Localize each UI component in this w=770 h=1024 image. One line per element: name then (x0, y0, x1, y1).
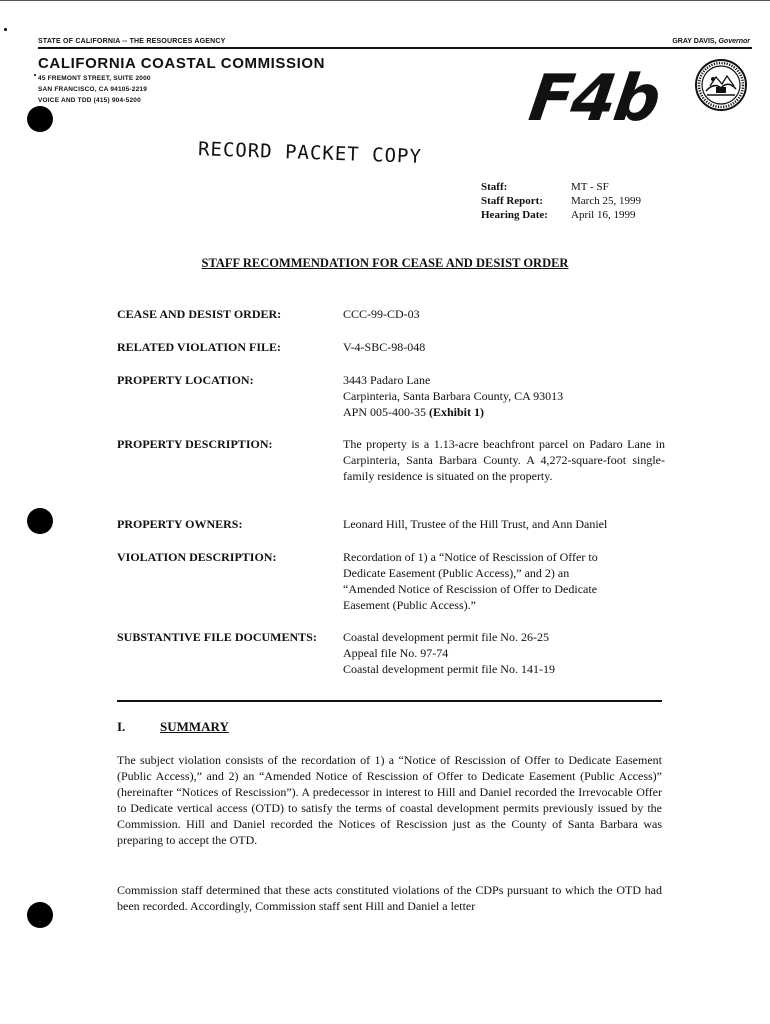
detail-key: RELATED VIOLATION FILE: (117, 340, 282, 354)
governor-name: GRAY DAVIS, (672, 38, 717, 45)
apn-number: APN 005-400-35 (343, 405, 426, 419)
detail-value (343, 372, 665, 436)
detail-key: SUBSTANTIVE FILE DOCUMENTS: (117, 630, 317, 644)
punch-hole (27, 902, 53, 928)
staff-report-row (481, 194, 641, 208)
exhibit-reference: (Exhibit 1) (429, 405, 485, 419)
detail-line: Coastal development permit file No. 26-25 (343, 630, 549, 644)
section-title: SUMMARY (160, 719, 229, 734)
detail-line-apn (343, 404, 665, 420)
detail-row-violation-description (117, 549, 665, 629)
scan-speck (34, 74, 36, 76)
detail-line: Recordation of 1) a “Notice of Rescission of Offer to (343, 550, 598, 564)
detail-value (343, 436, 665, 516)
detail-row-description (117, 436, 665, 516)
staff-row (481, 180, 641, 194)
detail-line: Dedicate Easement (Public Access),” and 2) an (343, 566, 570, 580)
commission-name: CALIFORNIA COASTAL COMMISSION (38, 55, 326, 72)
staff-value: MT - SF (571, 181, 609, 193)
letterhead-rule (38, 47, 752, 49)
scan-top-edge (0, 0, 770, 1)
detail-line: V-4-SBC-98-048 (343, 340, 426, 354)
detail-value (343, 549, 665, 629)
detail-row-violation-file (117, 339, 665, 372)
detail-line: 3443 Padaro Lane (343, 373, 431, 387)
detail-key: CEASE AND DESIST ORDER: (117, 307, 282, 321)
detail-row-location (117, 372, 665, 436)
detail-line: “Amended Notice of Rescission of Offer to Dedicate (343, 582, 598, 596)
scan-speck (4, 28, 7, 31)
record-packet-stamp: RECORD PACKET COPY (197, 138, 423, 168)
governor-title: Governor (718, 38, 750, 45)
order-details (117, 306, 665, 679)
detail-key: VIOLATION DESCRIPTION: (117, 550, 277, 564)
detail-key: PROPERTY LOCATION: (117, 373, 254, 387)
detail-text: The property is a 1.13-acre beachfront parcel on Padaro Lane in Carpinteria, Santa Barbara County. A 4,272-square-foot single-family residence is situated on the property. (343, 437, 665, 483)
detail-line: Carpinteria, Santa Barbara County, CA 93013 (343, 389, 564, 403)
summary-paragraph-2: Commission staff determined that these acts constituted violations of the CDPs pursuant to which the OTD had been recorded. Accordingly, Commission staff sent Hill and Daniel a letter (117, 883, 662, 913)
detail-value (343, 306, 665, 339)
staff-label: Staff: (481, 181, 508, 193)
detail-key: PROPERTY OWNERS: (117, 517, 243, 531)
detail-line: Easement (Public Access).” (343, 598, 476, 612)
staff-report-value: March 25, 1999 (571, 195, 641, 207)
detail-row-order (117, 306, 665, 339)
staff-info-block (481, 180, 641, 222)
detail-value (343, 629, 665, 679)
hearing-date-value: April 16, 1999 (571, 209, 636, 221)
governor-line (672, 38, 750, 45)
address-line-2: SAN FRANCISCO, CA 94105-2219 (38, 86, 148, 93)
detail-row-file-documents (117, 629, 665, 679)
agency-line: STATE OF CALIFORNIA -- THE RESOURCES AGENCY (38, 38, 226, 45)
handwritten-agenda-code: F4b (524, 62, 664, 136)
punch-hole (27, 508, 53, 534)
detail-row-owners (117, 516, 665, 549)
detail-value (343, 516, 665, 549)
punch-hole (27, 106, 53, 132)
detail-line: CCC-99-CD-03 (343, 307, 420, 321)
document-title: STAFF RECOMMENDATION FOR CEASE AND DESIST ORDER (201, 256, 569, 270)
hearing-date-label: Hearing Date: (481, 209, 548, 221)
detail-line: Appeal file No. 97-74 (343, 646, 449, 660)
state-seal-icon (694, 58, 748, 112)
staff-report-label: Staff Report: (481, 195, 544, 207)
detail-key: PROPERTY DESCRIPTION: (117, 437, 273, 451)
summary-paragraph-1: The subject violation consists of the recordation of 1) a “Notice of Rescission of Offer to Dedicate Easement (Public Access),” and 2) an “Amended Notice of Rescission of Offer to Dedicate Easement (Public Access)” (hereinafter “Notices of Rescission”). A predecessor in interest to Hill and Daniel recorded the Irrevocable Offer to Dedicate vertical access (OTD) to satisfy the terms of coastal development permits previously issued by the Commission. Hill and Daniel recorded the Notices of Rescission just as the County of Santa Barbara was preparing to accept the OTD. (117, 753, 662, 847)
section-number: I. (117, 719, 126, 734)
address-line-1: 45 FREMONT STREET, SUITE 2000 (38, 75, 151, 82)
detail-line: Coastal development permit file No. 141-19 (343, 662, 555, 676)
detail-line: Leonard Hill, Trustee of the Hill Trust, and Ann Daniel (343, 517, 608, 531)
address-line-3: VOICE AND TDD (415) 904-5200 (38, 97, 141, 104)
hearing-date-row (481, 208, 641, 222)
detail-value (343, 339, 665, 372)
section-divider (117, 700, 662, 702)
